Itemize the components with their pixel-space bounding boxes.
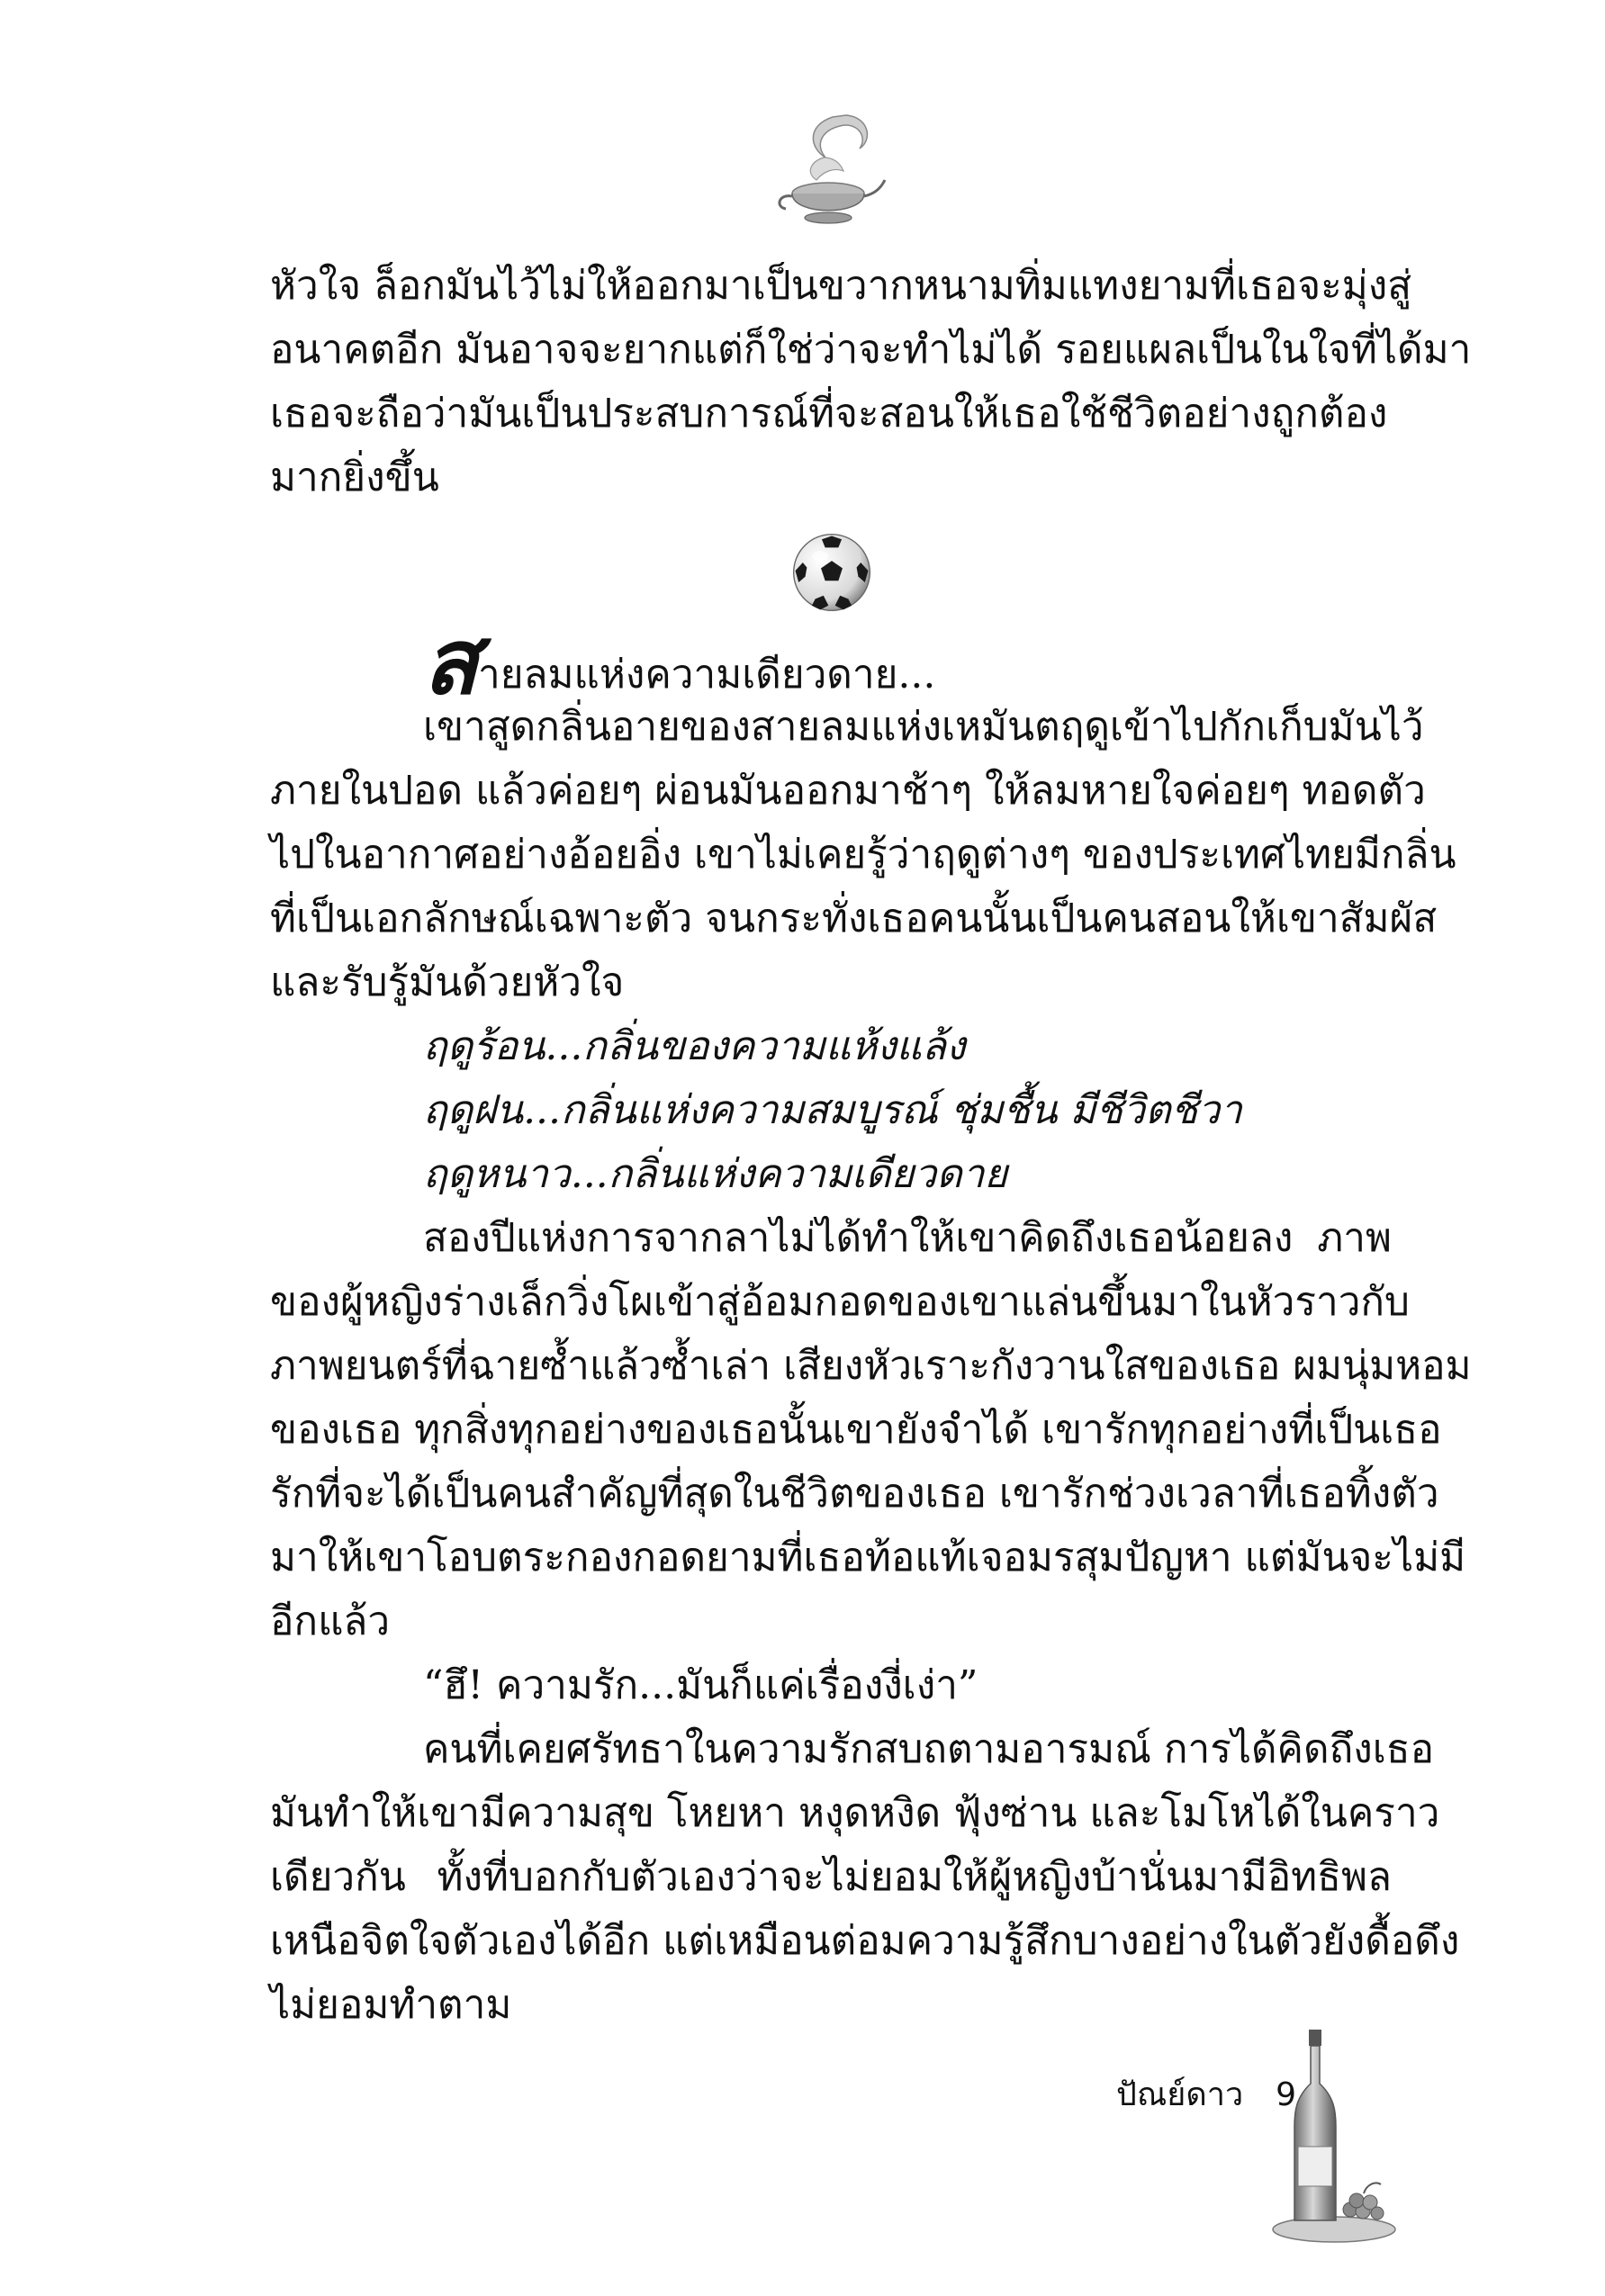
season-line: ฤดูหนาว...กลิ่นแห่งความเดียวดาย xyxy=(423,1151,1008,1197)
body-line: สองปีแห่งการจากลาไม่ได้ทำให้เขาคิดถึงเธอน้อยลง ภาพ xyxy=(423,1215,1392,1261)
body-line: หัวใจ ล็อกมันไว้ไม่ให้ออกมาเป็นขวากหนามทิ่มแทงยามที่เธอจะมุ่งสู่ xyxy=(270,263,1412,309)
body-line: รักที่จะได้เป็นคนสำคัญที่สุดในชีวิตของเธอ เขารักช่วงเวลาที่เธอทิ้งตัว xyxy=(270,1471,1439,1517)
body-line: ภายในปอด แล้วค่อยๆ ผ่อนมันออกมาช้าๆ ให้ลมหายใจค่อยๆ ทอดตัว xyxy=(270,768,1426,814)
drop-cap: ส xyxy=(423,608,479,715)
author-name: ปัณย์ดาว xyxy=(1116,2076,1244,2113)
body-line: อีกแล้ว xyxy=(270,1598,391,1644)
body-line: เหนือจิตใจตัวเองได้อีก แต่เหมือนต่อมความรู้สึกบางอย่างในตัวยังดื้อดึง xyxy=(270,1918,1460,1964)
section-heading xyxy=(270,608,1392,715)
heading-text: ายลมแห่งความเดียวดาย... xyxy=(478,652,936,698)
season-line: ฤดูฝน...กลิ่นแห่งความสมบูรณ์ ชุ่มชื้น มีชีวิตชีวา xyxy=(423,1087,1242,1133)
body-line: ของผู้หญิงร่างเล็กวิ่งโผเข้าสู่อ้อมกอดของเขาแล่นขึ้นมาในหัวราวกับ xyxy=(270,1279,1410,1325)
body-line: เธอจะถือว่ามันเป็นประสบการณ์ที่จะสอนให้เธอใช้ชีวิตอย่างถูกต้อง xyxy=(270,391,1388,437)
continued-paragraph xyxy=(270,261,1472,517)
wine-bottle-icon xyxy=(1269,2021,1404,2255)
body-line: ที่เป็นเอกลักษณ์เฉพาะตัว จนกระทั่งเธอคนนั้นเป็นคนสอนให้เขาสัมผัส xyxy=(270,896,1438,941)
body-line: ภาพยนตร์ที่ฉายซ้ำแล้วซ้ำเล่า เสียงหัวเราะกังวานใสของเธอ ผมนุ่มหอม xyxy=(270,1343,1472,1389)
season-line: ฤดูร้อน...กลิ่นของความแห้งแล้ง xyxy=(423,1023,966,1069)
body-line: และรับรู้มันด้วยหัวใจ xyxy=(270,959,625,1005)
soccer-ball-icon xyxy=(790,531,873,614)
body-line: อนาคตอีก มันอาจจะยากแต่ก็ใช่ว่าจะทำไม่ได้ รอยแผลเป็นในใจที่ได้มา xyxy=(270,327,1472,373)
body-line: เขาสูดกลิ่นอายของสายลมแห่งเหมันตฤดูเข้าไปกักเก็บมันไว้ xyxy=(423,704,1424,750)
body-line: มากยิ่งขึ้น xyxy=(270,455,439,500)
genie-lamp-icon xyxy=(770,108,887,234)
body-line: ไปในอากาศอย่างอ้อยอิ่ง เขาไม่เคยรู้ว่าฤดูต่างๆ ของประเทศไทยมีกลิ่น xyxy=(270,832,1456,878)
body-line: ของเธอ ทุกสิ่งทุกอย่างของเธอนั้นเขายังจำได้ เขารักทุกอย่างที่เป็นเธอ xyxy=(270,1407,1442,1453)
body-line: มาให้เขาโอบตระกองกอดยามที่เธอท้อแท้เจอมรสุมปัญหา แต่มันจะไม่มี xyxy=(270,1535,1466,1580)
body-line: ไม่ยอมทำตาม xyxy=(270,1982,512,2028)
body-line: มันทำให้เขามีความสุข โหยหา หงุดหงิด ฟุ้งซ่าน และโมโหได้ในคราว xyxy=(270,1790,1440,1836)
dialogue-quote: “ฮึ! ความรัก...มันก็แค่เรื่องงี่เง่า” xyxy=(423,1662,978,1708)
section-body xyxy=(270,608,1472,2044)
body-line: เดียวกัน ทั้งที่บอกกับตัวเองว่าจะไม่ยอมให้ผู้หญิงบ้านั่นมามีอิทธิพล xyxy=(270,1854,1392,1900)
body-line: คนที่เคยศรัทธาในความรักสบถตามอารมณ์ การได้คิดถึงเธอ xyxy=(423,1726,1435,1772)
page-number: 9 xyxy=(1276,2076,1297,2113)
